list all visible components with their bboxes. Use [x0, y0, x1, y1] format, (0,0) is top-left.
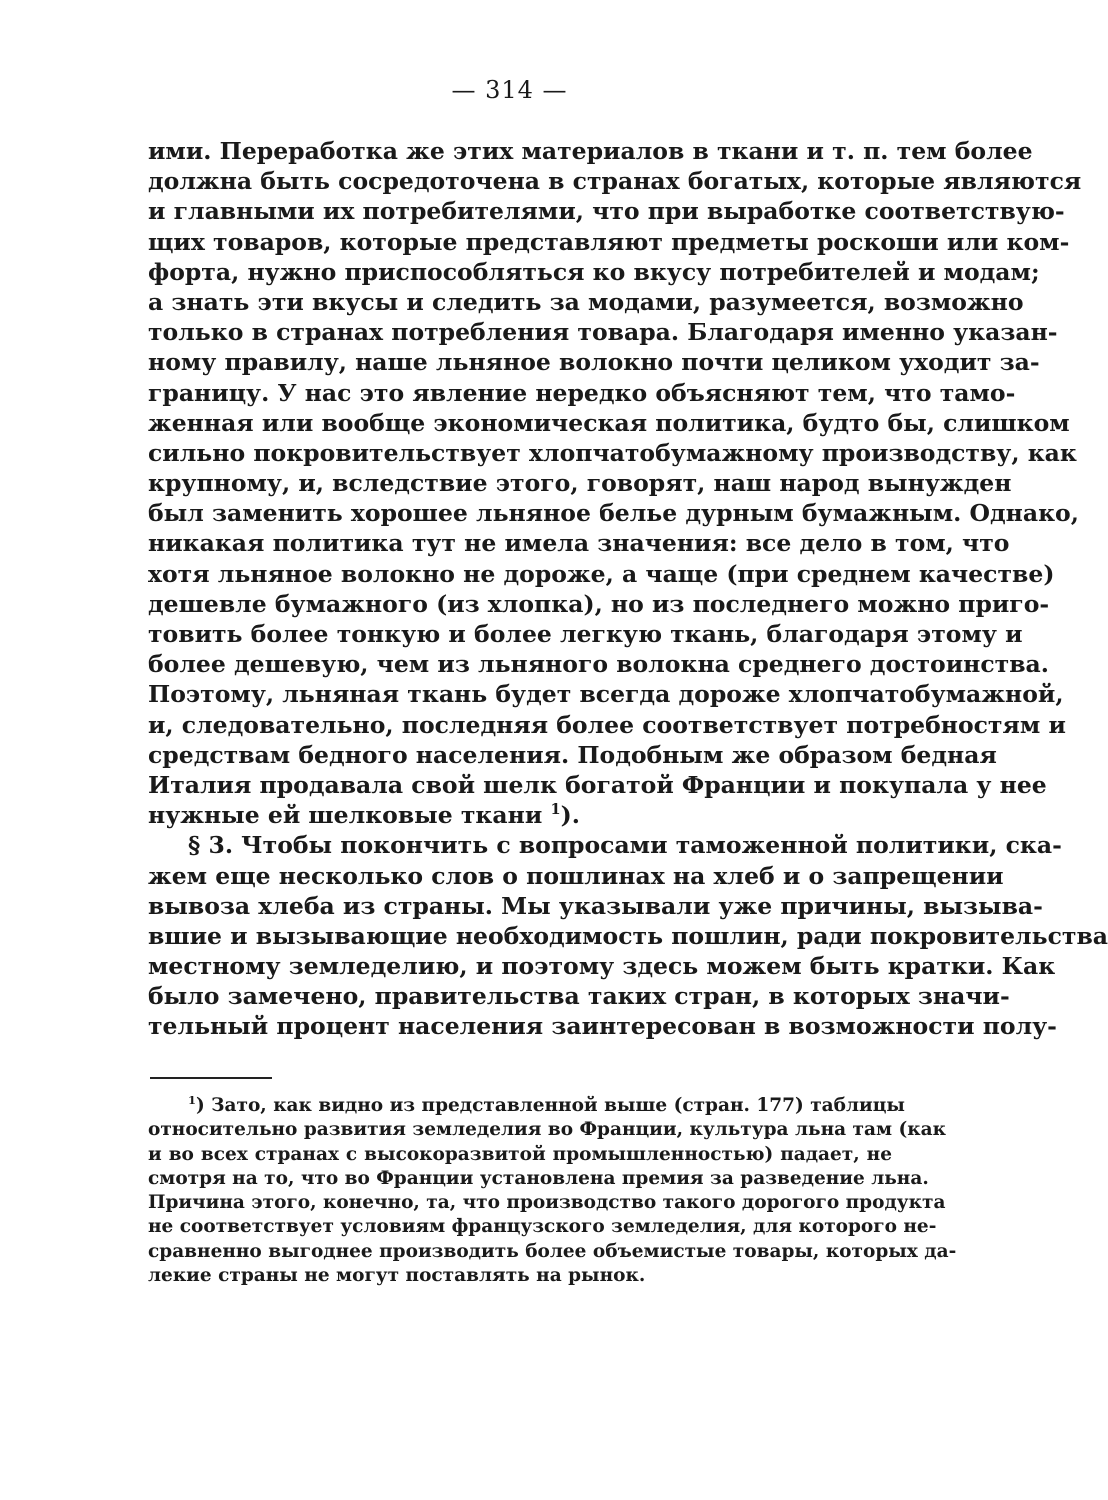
- text-line: Италия продавала свой шелк богатой Франции и покупала у нее: [148, 770, 1047, 799]
- text-line: вшие и вызывающие необходимость пошлин, ради покровительства: [148, 921, 1108, 950]
- text-line: более дешевую, чем из льняного волокна среднего достоинства.: [148, 650, 1049, 679]
- footnote-line: лекие страны не могут поставлять на рынок.: [148, 1265, 646, 1287]
- text-line: щих товаров, которые представляют предметы роскоши или ком-: [148, 227, 1070, 256]
- text-line: крупному, и, вследствие этого, говорят, наш народ вынужден: [148, 469, 1012, 498]
- text-line: и главными их потребителями, что при выработке соответствую-: [148, 197, 1065, 226]
- text-line: а знать эти вкусы и следить за модами, разумеется, возможно: [148, 287, 1024, 316]
- footnote-first-line: [148, 1092, 905, 1118]
- text-line: ими. Переработка же этих материалов в ткани и т. п. тем более: [148, 137, 1033, 165]
- main-text: [148, 136, 1108, 1042]
- text-line: только в странах потребления товара. Благодаря именно указан-: [148, 318, 1058, 347]
- text-line: жем еще несколько слов о пошлинах на хлеб и о запрещении: [148, 861, 1004, 890]
- footnote-line: и во всех странах с высокоразвитой промышленностью) падает, не: [148, 1143, 892, 1165]
- text-line: ному правилу, наше льняное волокно почти целиком уходит за-: [148, 348, 1040, 377]
- text-line: тельный процент населения заинтересован в возможности полу-: [148, 1012, 1057, 1041]
- text-line: дешевле бумажного (из хлопка), но из последнего можно приго-: [148, 589, 1050, 618]
- text-line: никакая политика тут не имела значения: все дело в том, что: [148, 529, 1010, 558]
- text-line: средствам бедного населения. Подобным же образом бедная: [148, 740, 997, 769]
- text-fragment: ).: [560, 801, 580, 830]
- footnote-reference[interactable]: 1: [550, 801, 561, 819]
- text-line: местному земледелию, и поэтому здесь можем быть кратки. Как: [148, 952, 1056, 981]
- footnote-line: сравненно выгоднее производить более объемистые товары, которых да-: [148, 1240, 957, 1262]
- text-line: и, следовательно, последняя более соответствует потребностям и: [148, 710, 1066, 739]
- section-heading-line: § 3. Чтобы покончить с вопросами таможенной политики, ска-: [188, 831, 1062, 860]
- text-fragment: нужные ей шелковые ткани: [148, 801, 543, 830]
- footnote-line: относительно развития земледелия во Франции, культура льна там (как: [148, 1119, 946, 1141]
- text-line: форта, нужно приспособляться ко вкусу потребителей и модам;: [148, 257, 1040, 286]
- text-line: было замечено, правительства таких стран, в которых значи-: [148, 982, 1010, 1011]
- text-line-with-footnote-ref: [148, 800, 892, 830]
- text-line: сильно покровительствует хлопчатобумажному производству, как: [148, 438, 1077, 467]
- footnote-line: Причина этого, конечно, та, что производство такого дорогого продукта: [148, 1192, 946, 1214]
- text-line: Поэтому, льняная ткань будет всегда дороже хлопчатобумажной,: [148, 680, 1064, 709]
- page-number: — 314 —: [451, 76, 568, 104]
- footnote-line: не соответствует условиям французского земледелия, для которого не-: [148, 1216, 937, 1238]
- text-line: женная или вообще экономическая политика, будто бы, слишком: [148, 408, 1070, 437]
- text-line: хотя льняное волокно не дороже, а чаще (при среднем качестве): [148, 559, 1055, 588]
- text-line: должна быть сосредоточена в странах богатых, которые являются: [148, 167, 1082, 196]
- footnote-block: [148, 1092, 957, 1288]
- footnote-line: смотря на то, что во Франции установлена премия за разведение льна.: [148, 1167, 929, 1189]
- text-line: товить более тонкую и более легкую ткань, благодаря этому и: [148, 620, 1023, 648]
- footnote-marker: 1: [188, 1092, 196, 1107]
- footnote-text: ) Зато, как видно из представленной выше (стран. 177) таблицы: [195, 1095, 905, 1116]
- text-line: вывоза хлеба из страны. Мы указывали уже причины, вызыва-: [148, 891, 1043, 920]
- text-line: границу. У нас это явление нередко объясняют тем, что тамо-: [148, 378, 1016, 407]
- footnote-divider: [150, 1077, 272, 1079]
- text-line: был заменить хорошее льняное белье дурным бумажным. Однако,: [148, 499, 1079, 528]
